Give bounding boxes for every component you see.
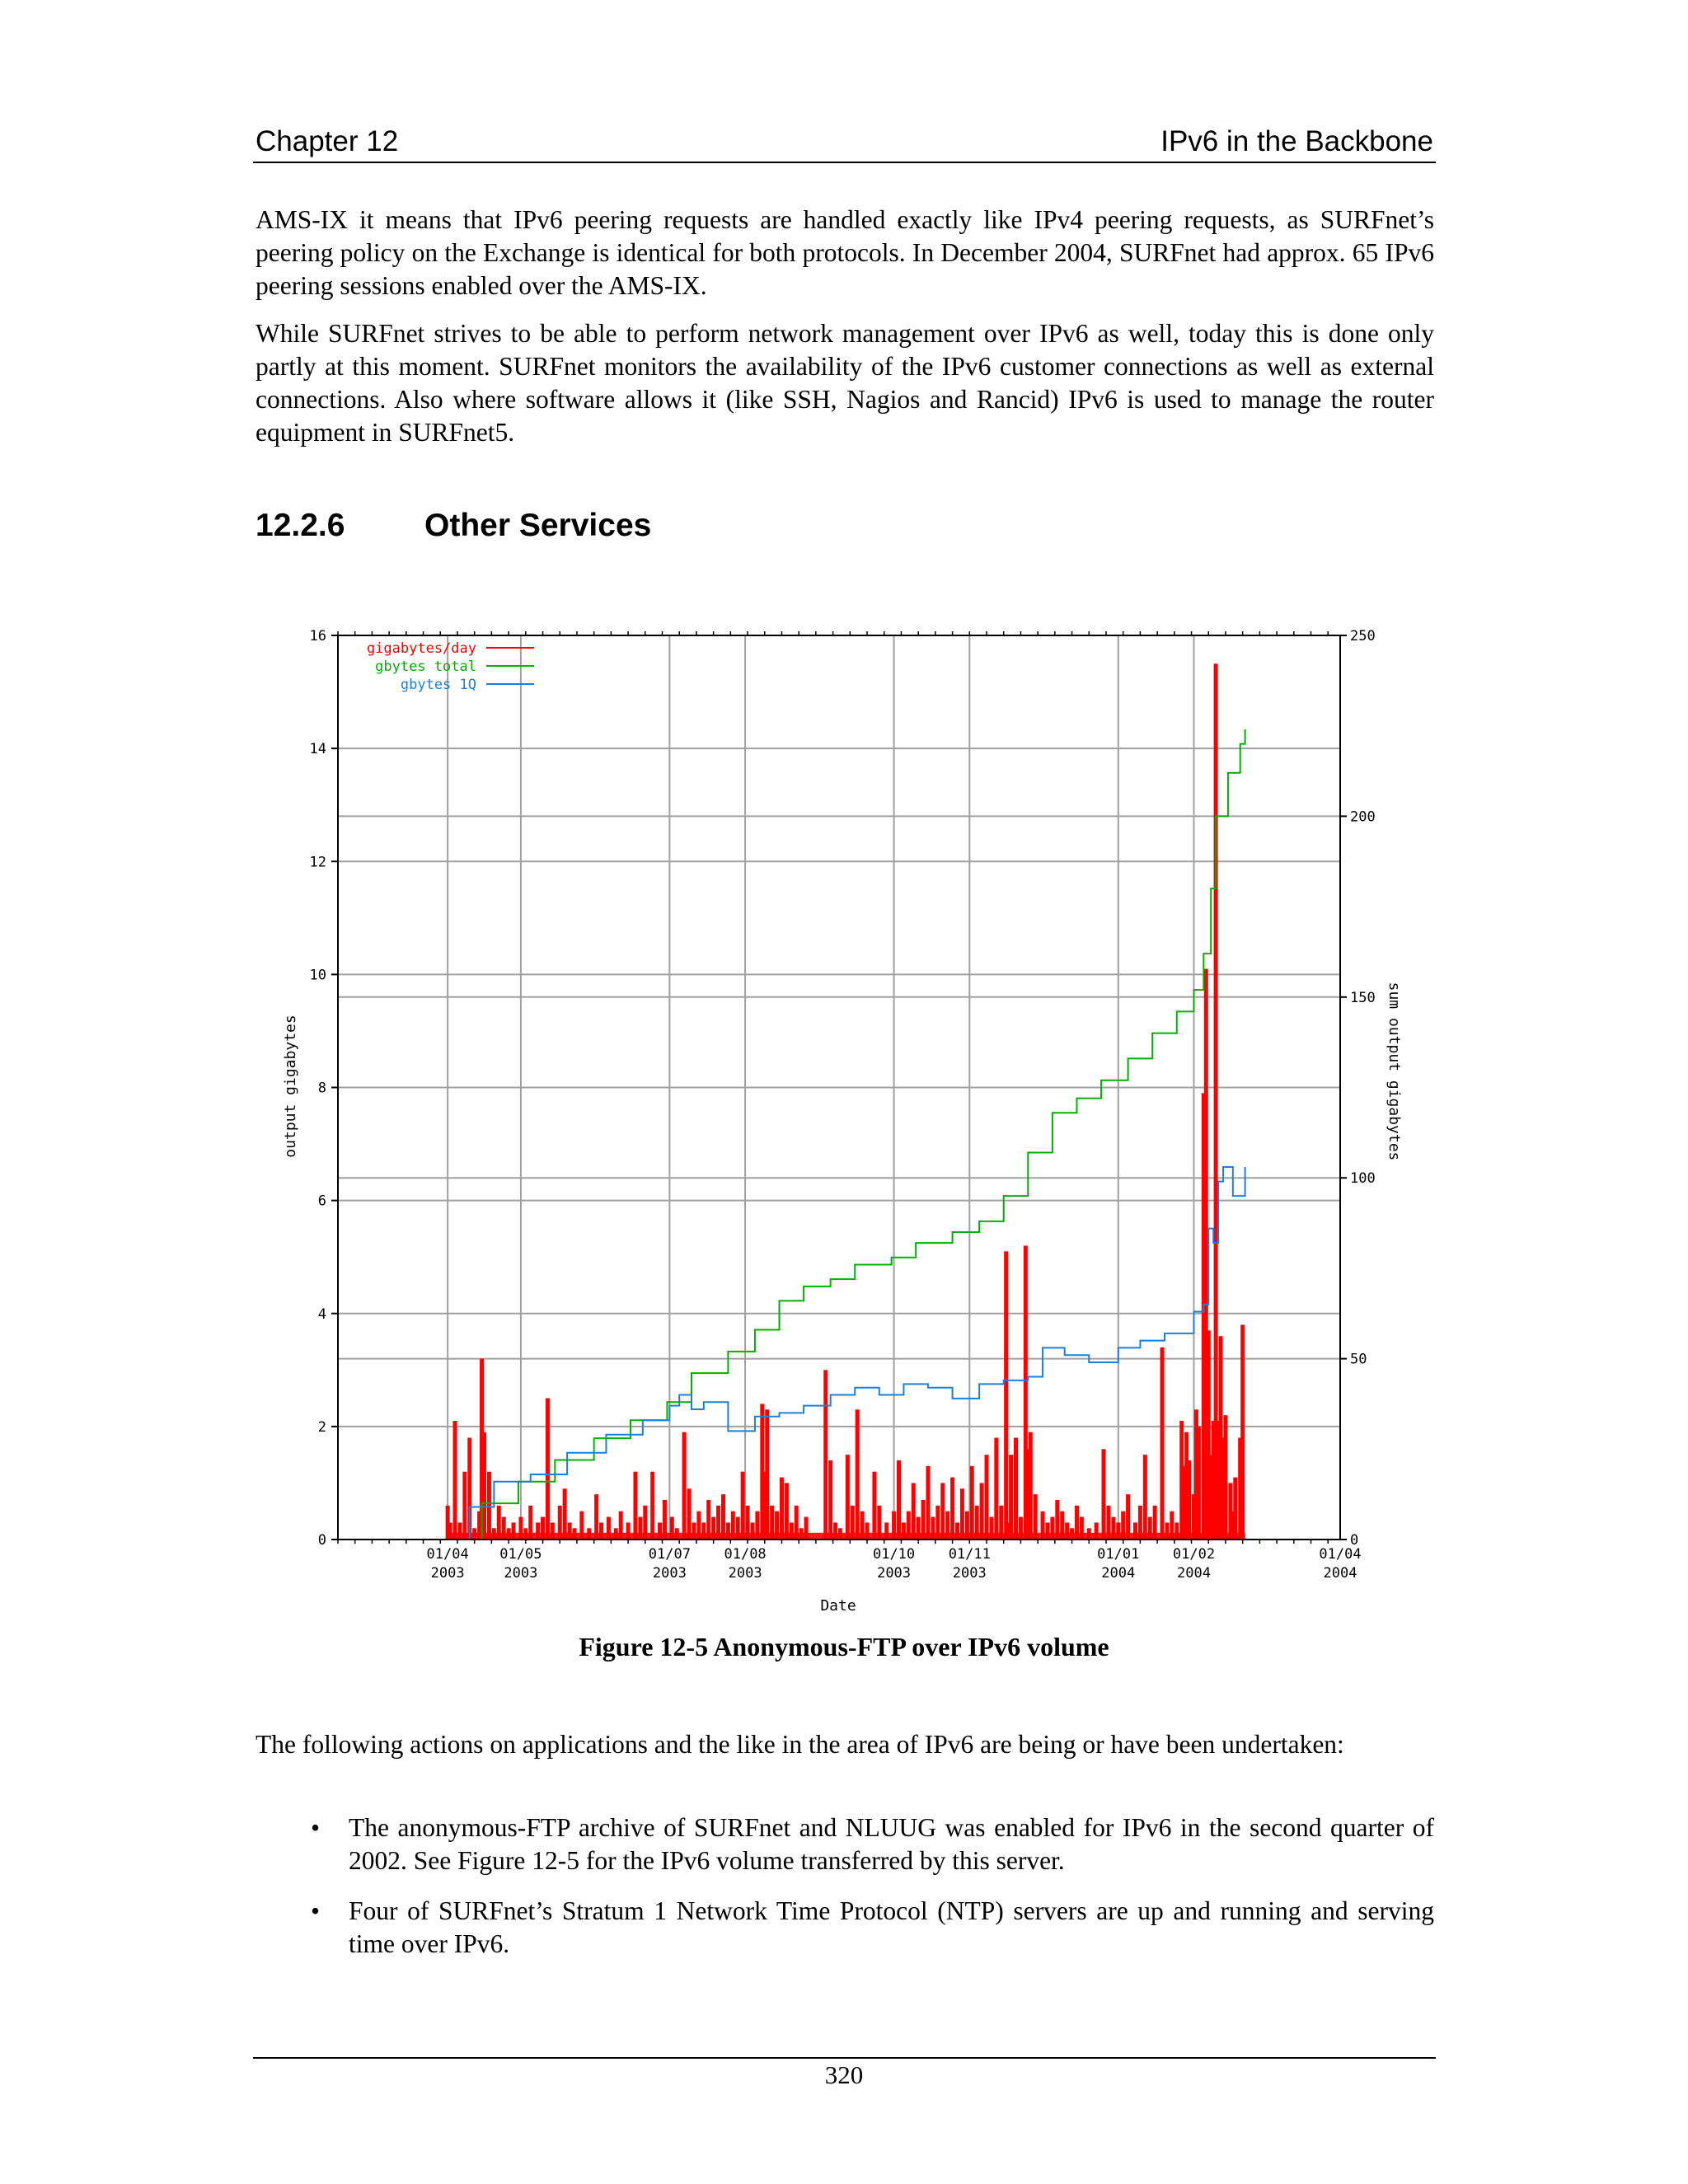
bar-gigabytes-day <box>453 1421 457 1540</box>
chart-lines <box>445 729 1245 1540</box>
y-tick-label-left: 8 <box>317 1080 326 1097</box>
x-tick-label: 01/02 <box>1172 1546 1216 1563</box>
bar-gigabytes-day <box>682 1432 687 1540</box>
x-tick-label: 01/07 <box>648 1546 691 1563</box>
header-section-title: IPv6 in the Backbone <box>1160 125 1433 157</box>
bar-gigabytes-day <box>994 1438 998 1540</box>
figure-caption: Figure 12-5 Anonymous-FTP over IPv6 volume <box>579 1632 1109 1661</box>
y-tick-label-left: 4 <box>317 1305 326 1323</box>
y-tick-label-left: 6 <box>317 1193 326 1210</box>
header-chapter: Chapter 12 <box>256 125 399 157</box>
y-tick-label-right: 200 <box>1350 808 1376 826</box>
y-tick-label-right: 50 <box>1350 1351 1367 1368</box>
bar-gigabytes-day <box>1197 1427 1201 1540</box>
legend-label: gigabytes/day <box>366 640 476 657</box>
x-tick-label-year: 2003 <box>877 1565 912 1582</box>
x-tick-label: 01/08 <box>724 1546 767 1563</box>
bar-gigabytes-day <box>1004 1251 1008 1540</box>
bar-gigabytes-day <box>1014 1438 1018 1540</box>
legend-label: gbytes total <box>375 658 476 675</box>
x-tick-label: 01/04 <box>426 1546 469 1563</box>
x-tick-label-year: 2003 <box>728 1565 762 1582</box>
bar-gigabytes-day <box>926 1466 930 1540</box>
x-tick-label-year: 2003 <box>652 1565 687 1582</box>
x-tick-label: 01/10 <box>872 1546 916 1563</box>
chart-bars <box>446 663 1245 1540</box>
bar-gigabytes-day <box>950 1478 954 1540</box>
legend-label: gbytes 1Q <box>400 677 476 693</box>
paragraph-actions: The following actions on applications and the like in the area of IPv6 are being or have been undertaken: <box>256 1730 1344 1759</box>
x-tick-label: 01/05 <box>499 1546 542 1563</box>
bar-gigabytes-day <box>897 1460 901 1540</box>
x-tick-label-year: 2003 <box>504 1565 538 1582</box>
bar-gigabytes-day <box>960 1488 964 1540</box>
footer-rule <box>253 2057 1436 2059</box>
line-gbytes-total <box>445 729 1245 1540</box>
bar-gigabytes-day <box>785 1483 789 1540</box>
bar-gigabytes-day <box>912 1483 916 1540</box>
bar-gigabytes-day <box>970 1466 974 1540</box>
x-tick-label-year: 2004 <box>1177 1565 1211 1582</box>
x-tick-label-year: 2004 <box>1323 1565 1357 1582</box>
bar-gigabytes-day <box>1143 1455 1147 1540</box>
x-tick-label-year: 2003 <box>430 1565 465 1582</box>
bar-gigabytes-day <box>872 1472 876 1540</box>
y-tick-label-left: 16 <box>309 628 326 644</box>
bar-gigabytes-day <box>846 1455 850 1540</box>
y-tick-label-left: 2 <box>317 1418 326 1436</box>
bar-baseline <box>448 1533 1245 1540</box>
bar-gigabytes-day <box>1233 1478 1237 1540</box>
bar-gigabytes-day <box>462 1472 467 1540</box>
bar-gigabytes-day <box>487 1472 491 1540</box>
y-axis-label-right: sum output gigabytes <box>1386 982 1403 1161</box>
paragraph-amsix: AMS-IX it means that IPv6 peering requests are handled exactly like IPv4 peering requests, as SURFnet’s peering policy on the Exchange is identical for both protocols. In December 2004, SURFnet had approx. 65 IPv6 peering sessions enabled over the AMS-IX. <box>256 205 1434 300</box>
bar-gigabytes-day <box>823 1370 828 1540</box>
bar-gigabytes-day <box>633 1472 637 1540</box>
x-tick-label: 01/01 <box>1097 1546 1140 1563</box>
bullet-text: Four of SURFnet’s Stratum 1 Network Time Protocol (NTP) servers are up and running and serving time over IPv6. <box>349 1896 1434 1958</box>
bar-gigabytes-day <box>1240 1324 1245 1540</box>
bullet-text: The anonymous-FTP archive of SURFnet and NLUUG was enabled for IPv6 in the second quarter of 2002. See Figure 12-5 for the IPv6 volume transferred by this server. <box>349 1813 1434 1875</box>
x-tick-label-year: 2003 <box>952 1565 987 1582</box>
section-number: 12.2.6 <box>256 508 345 543</box>
bar-gigabytes-day <box>980 1483 984 1540</box>
bar-gigabytes-day <box>1160 1347 1165 1540</box>
x-tick-label: 01/04 <box>1319 1546 1362 1563</box>
bullet-item-ntp <box>256 1895 1434 1961</box>
y-tick-label-right: 100 <box>1350 1170 1376 1188</box>
y-tick-label-right: 150 <box>1350 989 1376 1006</box>
bar-gigabytes-day <box>1009 1455 1013 1540</box>
bullet-item-ftp <box>256 1811 1434 1877</box>
x-axis-label: Date <box>820 1597 856 1615</box>
y-tick-label-left: 10 <box>309 967 326 984</box>
bar-gigabytes-day <box>765 1409 769 1540</box>
y-tick-label-right: 0 <box>1350 1532 1359 1549</box>
x-tick-label: 01/11 <box>948 1546 991 1563</box>
bar-gigabytes-day <box>940 1483 945 1540</box>
bar-gigabytes-day <box>1223 1415 1227 1540</box>
bar-gigabytes-day <box>563 1488 567 1540</box>
paragraph-network-management: While SURFnet strives to be able to perform network management over IPv6 as well, today this is done only partly at this moment. SURFnet monitors the availability of the IPv6 customer connections as well as external connections. Also where software allows it (like SSH, Nagios and Rancid) IPv6 is used to manage the router equipment in SURFnet5. <box>256 319 1434 447</box>
x-tick-label-year: 2004 <box>1101 1565 1136 1582</box>
bar-gigabytes-day <box>1102 1449 1106 1540</box>
bar-gigabytes-day <box>1029 1432 1033 1540</box>
bar-gigabytes-day <box>984 1455 988 1540</box>
bar-gigabytes-day <box>741 1472 745 1540</box>
line-gbytes-1q <box>445 1167 1245 1540</box>
bar-gigabytes-day <box>546 1399 550 1540</box>
y-tick-label-left: 0 <box>317 1532 326 1549</box>
y-tick-label-left: 12 <box>309 854 326 871</box>
bar-gigabytes-day <box>650 1472 654 1540</box>
chart-legend <box>367 640 534 693</box>
page-number: 320 <box>824 2060 864 2089</box>
bar-gigabytes-day <box>780 1478 784 1540</box>
bullet-dot: • <box>311 1896 321 1925</box>
bar-gigabytes-day <box>482 1432 486 1540</box>
y-tick-label-left: 14 <box>309 741 326 758</box>
bullet-dot: • <box>311 1813 321 1842</box>
section-title: Other Services <box>424 508 652 543</box>
bar-gigabytes-day <box>687 1488 692 1540</box>
y-axis-label-left: output gigabytes <box>282 1015 299 1158</box>
y-tick-label-right: 250 <box>1350 628 1376 644</box>
bar-gigabytes-day <box>1214 663 1218 1540</box>
bullet-list <box>256 1811 1434 1978</box>
bar-gigabytes-day <box>856 1409 860 1540</box>
bar-gigabytes-day <box>828 1460 832 1540</box>
bar-gigabytes-day <box>1187 1460 1191 1540</box>
